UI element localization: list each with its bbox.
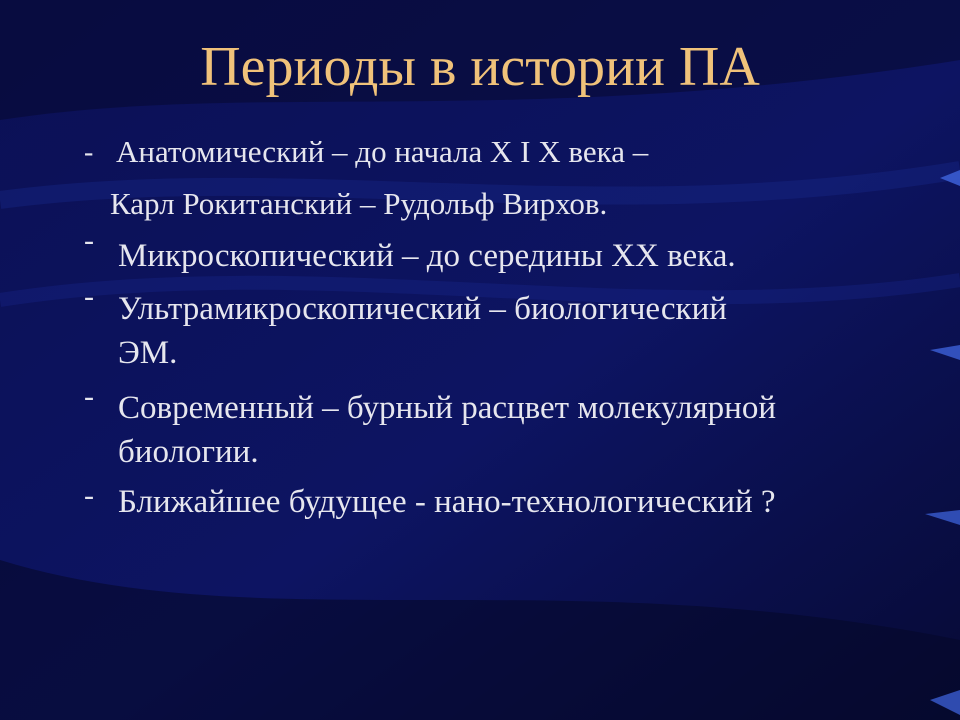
list-item: Микроскопический – до середины XX века. [118, 238, 736, 274]
list-item: Ультрамикроскопический – биологический [118, 291, 727, 327]
bullet-marker: - [84, 479, 94, 512]
bullet-marker: - [84, 137, 94, 168]
list-item: Анатомический – до начала X I X века – [116, 134, 649, 169]
list-item: Ближайшее будущее - нано-технологический ? [118, 484, 776, 520]
slide-title: Периоды в истории ПА [200, 36, 760, 98]
bullet-marker: - [84, 224, 94, 257]
list-item-continuation: ЭМ. [118, 335, 178, 371]
list-item-continuation: биологии. [118, 434, 259, 470]
list-item-continuation: Карл Рокитанский – Рудольф Вирхов. [110, 186, 608, 221]
bullet-marker: - [84, 280, 94, 313]
list-item: Современный – бурный расцвет молекулярной [118, 390, 777, 426]
bullet-marker: - [84, 380, 94, 413]
